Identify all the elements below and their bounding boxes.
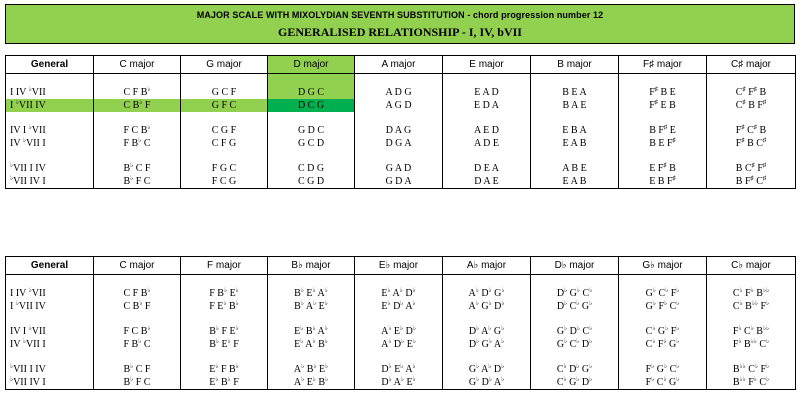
chord-cell: G♭ C♭ D♭ [531,338,619,351]
page-subtitle: GENERALISED RELATIONSHIP - I, IV, bVII [278,25,522,39]
chord-cell: C F G [181,137,268,150]
table-row [6,376,796,390]
chord-cell: B♭ E♭ A♭ [268,287,355,300]
column-header: A♭ major [443,257,531,275]
chord-cell-selected: D C G [268,99,355,112]
chord-cell: F C B♭ [94,325,181,338]
chord-cell: G C F [181,86,268,99]
chord-cell: B♭ F C [94,175,181,189]
chord-cell: E F♯ B [619,162,707,175]
column-header: A major [355,56,443,74]
chord-cell: E A D [443,86,531,99]
table-row [6,175,796,189]
column-header: F major [181,257,268,275]
column-header: C major [94,56,181,74]
chord-cell: E A B [531,175,619,189]
chord-cell: E♭ B♭ F [181,376,268,390]
column-header: G major [181,56,268,74]
column-header: General [6,56,94,74]
table-row [6,363,796,376]
chord-cell: B♭ A♭ E♭ [268,300,355,313]
chord-cell: F B♭ E♭ [181,287,268,300]
chord-cell: E♭ D♭ A♭ [355,300,443,313]
chord-cell: B♭♭ C♭ F♭ [707,363,796,376]
chord-cell: B F♯ E [619,124,707,137]
chord-cell: E B F♯ [619,175,707,189]
chord-cell: G♭ D♭ C♭ [531,325,619,338]
chord-cell: F♯ B E [619,86,707,99]
progression-label: I IV ♭VII [6,86,94,99]
chord-cell: B F♯ C♯ [707,175,796,189]
chord-cell: G♭ A♭ D♭ [443,363,531,376]
table-row [6,338,796,351]
chord-cell: F♯ E B [619,99,707,112]
chord-cell-highlighted: G F C [181,99,268,112]
chord-cell: A♭ D♭ G♭ [443,287,531,300]
progression-label: I IV ♭VII [6,287,94,300]
chord-cell: E D A [443,99,531,112]
column-header: E major [443,56,531,74]
chord-cell: C B♭ F [94,300,181,313]
chord-cell: E♭ B♭ A♭ [268,325,355,338]
chord-cell: G D C [268,124,355,137]
chord-cell: F C B♭ [94,124,181,137]
table-row [6,86,796,99]
progression-table-sharp-keys [5,55,796,189]
chord-cell: F♯ C♯ B [707,124,796,137]
chord-cell: F♭ B♭♭ C♭ [707,338,796,351]
chord-cell: A B E [531,162,619,175]
chord-cell: D♭ A♭ E♭ [355,376,443,390]
chord-cell: F C G [181,175,268,189]
chord-cell: D♭ E♭ A♭ [355,363,443,376]
chord-cell: D E A [443,162,531,175]
column-header-highlighted: D major [268,56,355,74]
progression-label: IV ♭VII I [6,338,94,351]
table-row [6,124,796,137]
table-row [6,287,796,300]
chord-cell: C D G [268,162,355,175]
chord-cell: C♭ F♭ G♭ [619,338,707,351]
chord-cell: B♭ F C [94,376,181,390]
chord-cell: B E A [531,86,619,99]
chord-cell: C♭ G♭ D♭ [531,376,619,390]
chord-cell-highlighted: C B♭ F [94,99,181,112]
chord-cell: C F B♭ [94,86,181,99]
chord-cell: D♭ A♭ G♭ [443,325,531,338]
chord-cell: D A G [355,124,443,137]
chord-cell: F E♭ B♭ [181,300,268,313]
table-row [6,162,796,175]
chord-cell: D♭ G♭ C♭ [531,287,619,300]
chord-cell: A♭ E♭ D♭ [355,325,443,338]
chord-cell-highlighted: D G C [268,86,355,99]
column-header: F♯ major [619,56,707,74]
chord-cell: G♭ D♭ A♭ [443,376,531,390]
progression-label: IV ♭VII I [6,137,94,150]
table-header-row [6,56,796,74]
column-header: G♭ major [619,257,707,275]
chord-cell: C♭ G♭ F♭ [619,325,707,338]
progression-label: I ♭VII IV [6,99,94,112]
chord-cell: B A E [531,99,619,112]
column-header: C major [94,257,181,275]
chord-cell: E♭ A♭ B♭ [268,338,355,351]
chord-cell: C♯ B F♯ [707,99,796,112]
chord-cell: E A B [531,137,619,150]
table-row-highlighted [6,99,796,112]
column-header: C♯ major [707,56,796,74]
chord-cell: D♭ G♭ A♭ [443,338,531,351]
column-header: E♭ major [355,257,443,275]
chord-cell: F♭ G♭ C♭ [619,363,707,376]
chord-cell: B C♯ F♯ [707,162,796,175]
chord-cell: A♭ E♭ B♭ [268,376,355,390]
column-header: D♭ major [531,257,619,275]
table-row [6,137,796,150]
chord-cell: E♭ A♭ D♭ [355,287,443,300]
chord-cell: B♭ E♭ F [181,338,268,351]
chord-cell: G♭ C♭ F♭ [619,287,707,300]
chord-cell: E♭ F B♭ [181,363,268,376]
chord-cell: F B♭ C [94,338,181,351]
column-header: General [6,257,94,275]
column-header: B major [531,56,619,74]
chord-cell: B♭♭ F♭ C♭ [707,376,796,390]
chord-cell: F B♭ C [94,137,181,150]
chord-cell: B E F♯ [619,137,707,150]
chord-cell: C♭ B♭♭ F♭ [707,300,796,313]
chord-cell: B♭ C F [94,363,181,376]
chord-cell: B♭ F E♭ [181,325,268,338]
table-row [6,300,796,313]
chord-cell: A D G [355,86,443,99]
chord-cell: D♭ C♭ G♭ [531,300,619,313]
page-title: MAJOR SCALE WITH MIXOLYDIAN SEVENTH SUBSTITUTION - chord progression number 12 [196,10,604,20]
progression-label: IV I ♭VII [6,124,94,137]
progression-label: ♭VII I IV [6,363,94,376]
column-header: B♭ major [268,257,355,275]
chord-cell: C G D [268,175,355,189]
chord-cell: F♭ C♭ B♭♭ [707,325,796,338]
chord-cell: C F B♭ [94,287,181,300]
progression-table-flat-keys [5,256,796,390]
chord-cell: G♭ F♭ C♭ [619,300,707,313]
chord-cell: B♭ C F [94,162,181,175]
chord-cell: A♭ B♭ E♭ [268,363,355,376]
chord-cell: E B A [531,124,619,137]
chord-cell: F♯ B C♯ [707,137,796,150]
chord-cell: F G C [181,162,268,175]
chord-cell: F♭ C♭ G♭ [619,376,707,390]
chord-cell: A♭ G♭ D♭ [443,300,531,313]
table-row [6,325,796,338]
progression-label: ♭VII I IV [6,162,94,175]
column-header: C♭ major [707,257,796,275]
chord-cell: A D E [443,137,531,150]
chord-cell: G A D [355,162,443,175]
chord-cell: G D A [355,175,443,189]
chord-cell: D A E [443,175,531,189]
chord-cell: C♭ F♭ B♭♭ [707,287,796,300]
progression-label: ♭VII IV I [6,376,94,390]
chord-cell: C♭ D♭ G♭ [531,363,619,376]
chord-cell: G C D [268,137,355,150]
chord-cell: A E D [443,124,531,137]
chord-cell: A G D [355,99,443,112]
chord-cell: C G F [181,124,268,137]
chord-cell: A♭ D♭ E♭ [355,338,443,351]
title-banner [5,4,795,44]
table-header-row [6,257,796,275]
progression-label: IV I ♭VII [6,325,94,338]
progression-label: I ♭VII IV [6,300,94,313]
progression-label: ♭VII IV I [6,175,94,189]
chord-cell: C♯ F♯ B [707,86,796,99]
chord-cell: D G A [355,137,443,150]
